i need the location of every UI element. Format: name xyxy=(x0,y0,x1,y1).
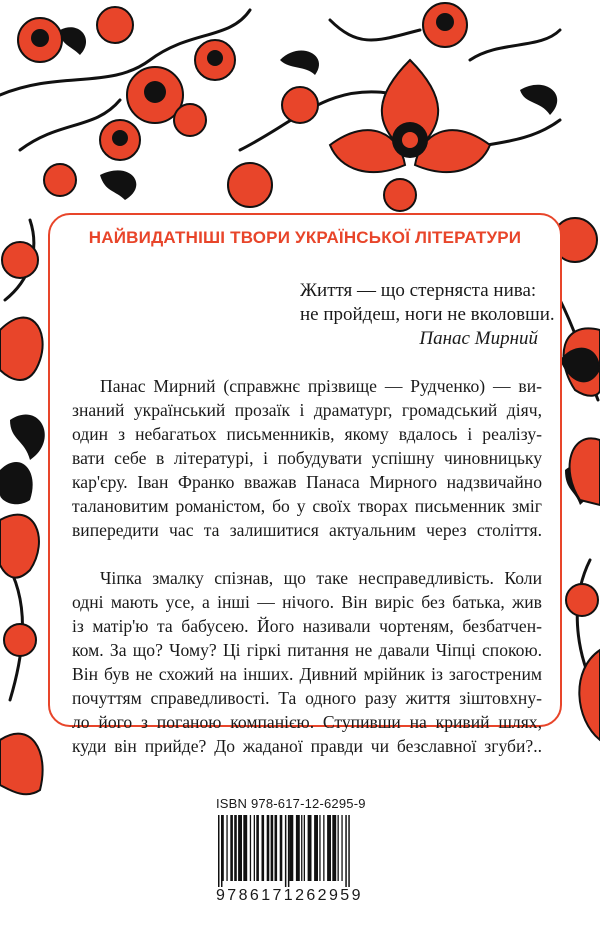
barcode-bar xyxy=(341,815,342,881)
text-line: ком. За що? Чому? Ці гіркі питання не давали Чіпці спокою. xyxy=(72,640,542,660)
text-line: знаний український прозаїк і драматург, громадський діяч, xyxy=(72,400,542,420)
barcode-bar xyxy=(230,815,233,881)
text-line: випередити час та залишитися актуальним через століття. xyxy=(72,520,542,540)
barcode-bar xyxy=(262,815,265,881)
barcode-bar xyxy=(345,815,347,889)
text-line: одні мають усе, а інші — нічого. Він виріс без батька, жив xyxy=(72,592,542,612)
barcode-bar xyxy=(304,815,305,881)
barcode-bar xyxy=(271,815,274,881)
barcode-bar xyxy=(314,815,318,881)
plot-summary-paragraph xyxy=(72,566,542,758)
barcode-bar xyxy=(280,815,283,881)
barcode-bar xyxy=(250,815,251,881)
barcode-bar xyxy=(221,815,223,889)
barcode-bar xyxy=(243,815,247,881)
epigraph-line: Життя — що стерняста нива: xyxy=(300,280,537,301)
text-line: ло його з поганою компанією. Ступивши на кривий шлях, xyxy=(72,712,542,732)
barcode-bar xyxy=(327,815,331,881)
barcode-bar xyxy=(296,815,300,881)
text-line: почуттям справедливості. Та одного разу життя зіштовхну- xyxy=(72,688,542,708)
isbn-label: ISBN 978-617-12-6295-9 xyxy=(216,796,366,811)
barcode-bar xyxy=(226,815,227,881)
text-line: Він був не схожий на інших. Дивний мрійник із загостреним xyxy=(72,664,542,684)
epigraph xyxy=(300,279,555,351)
barcode-bar xyxy=(332,815,336,881)
barcode-bar xyxy=(267,815,270,881)
barcode xyxy=(214,815,390,895)
epigraph-line: не пройдеш, ноги не вколовши. xyxy=(300,304,555,325)
barcode-bar xyxy=(308,815,312,881)
barcode-bar xyxy=(319,815,320,881)
barcode-bar xyxy=(323,815,324,881)
text-line: Чіпка змалку спізнав, що таке несправедливість. Коли xyxy=(100,568,542,588)
text-line: талановитим романістом, бо у своїх творах письменник зміг xyxy=(72,496,542,516)
text-line: вати себе в літературі, і побудувати успішну чиновницьку xyxy=(72,448,542,468)
epigraph-author: Панас Мирний xyxy=(419,328,538,349)
barcode-bar xyxy=(289,815,293,881)
barcode-bar xyxy=(238,815,242,881)
barcode-bar xyxy=(234,815,237,881)
barcode-bar xyxy=(348,815,350,889)
text-line: куди він прийде? До жаданої правди чи безславної згуби?.. xyxy=(72,736,542,756)
barcode-bar xyxy=(218,815,220,889)
text-line: Панас Мирний (справжнє прізвище — Рудченко) — ви- xyxy=(100,376,542,396)
barcode-bar xyxy=(256,815,259,881)
barcode-bar xyxy=(288,815,290,889)
author-bio-paragraph xyxy=(72,374,542,542)
barcode-bar xyxy=(301,815,302,881)
barcode-bar xyxy=(254,815,255,881)
text-line: кар'єру. Іван Франко вважав Панаса Мирного надзвичайно xyxy=(72,472,542,492)
barcode-bar xyxy=(285,815,287,889)
barcode-bar xyxy=(223,815,224,881)
text-line: один з небагатьох письменників, якому вдалось і реалізу- xyxy=(72,424,542,444)
barcode-bar xyxy=(338,815,339,881)
barcode-digits: 9786171262959 xyxy=(214,887,392,905)
text-line: із матір'ю та бабусею. Його називали чортеням, безбатчен- xyxy=(72,616,542,636)
series-title: НАЙВИДАТНІШІ ТВОРИ УКРАЇНСЬКОЇ ЛІТЕРАТУРИ xyxy=(88,228,522,247)
barcode-bar xyxy=(275,815,278,881)
